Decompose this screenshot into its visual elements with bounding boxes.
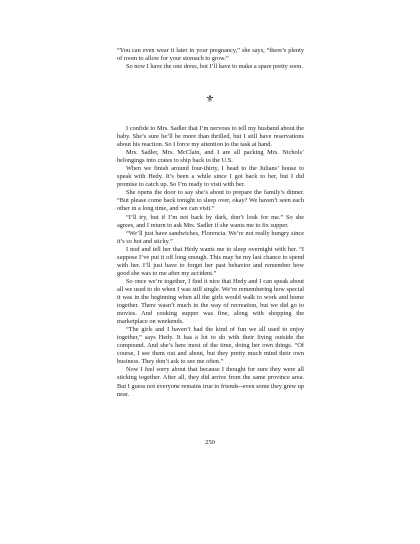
- paragraph: “I’ll try, but if I’m not back by dark, don’t look for me.” So she agrees, and I return to ask Mrs. Sadler if she wants me to fix supper.: [117, 213, 304, 229]
- paragraph: I confide to Mrs. Sadler that I’m nervous to tell my husband about the baby. She’s sure he’ll be more than thrilled, but I still have reservations about his reaction. So I force my attention to the task at hand.: [117, 125, 304, 149]
- paragraph: Mrs. Sadler, Mrs. McClain, and I are all packing Mrs. Nichols’ belongings into crates to ship back to the U.S.: [117, 149, 304, 165]
- paragraph: So now I have the one dress, but I’ll have to make a spare pretty soon.: [126, 63, 303, 71]
- top-text-block: [117, 47, 304, 71]
- paragraph: Now I feel sorry about that because I thought for sure they were all sticking together. After all, they did arrive from the same province area. But I guess not everyone remains true to friends--even some they grew up near.: [117, 366, 304, 398]
- paragraph: “You can even wear it later in your pregnancy,” she says, “there’s plenty of room to allow for your stomach to grow.”: [117, 47, 304, 63]
- paragraph: So once we’re together, I find it nice that Hedy and I can speak about all we used to do when I was still single. We’re remembering how special it was in the beginning when all the girls would walk to work and home together. There wasn’t much in the way of recreation, but we did go to movies. And cooking supper was fine, along with shopping the marketplace on weekends.: [117, 277, 304, 326]
- paragraph: “We’ll just have sandwiches, Florencia. We’re not really hungry since it’s so hot and sticky.”: [117, 229, 304, 245]
- paragraph: When we finish around four-thirty, I head to the Julians’ house to speak with Hedy. It’s been a while since I got back to her, but I did promise to catch up. So I’m ready to visit with her.: [117, 165, 304, 189]
- paragraph: I nod and tell her that Hedy wants me to sleep overnight with her. “I suppose I’ve put it off long enough. This may be my last chance to spend with her. I’ll just have to forget her past behavior and remember how good she was to me after my accident.”: [117, 245, 304, 277]
- paragraph: “The girls and I haven’t had the kind of fun we all used to enjoy together,” says Hedy. It has a lot to do with their living outside the compound. And she’s here most of the time, doing her own things. “Of course, I see them out and about, but they pretty much mind their own business. They don’t ask to see me often.”: [117, 326, 304, 366]
- page-number: 250: [205, 439, 215, 446]
- fleur-ornament-icon: ⚜: [205, 94, 215, 105]
- paragraph: She opens the door to say she’s about to prepare the family’s dinner. “But please come back tonight to sleep over, okay? We haven’t seen each other in a long time, and we can visit.”: [117, 189, 304, 213]
- main-text-block: [117, 125, 304, 399]
